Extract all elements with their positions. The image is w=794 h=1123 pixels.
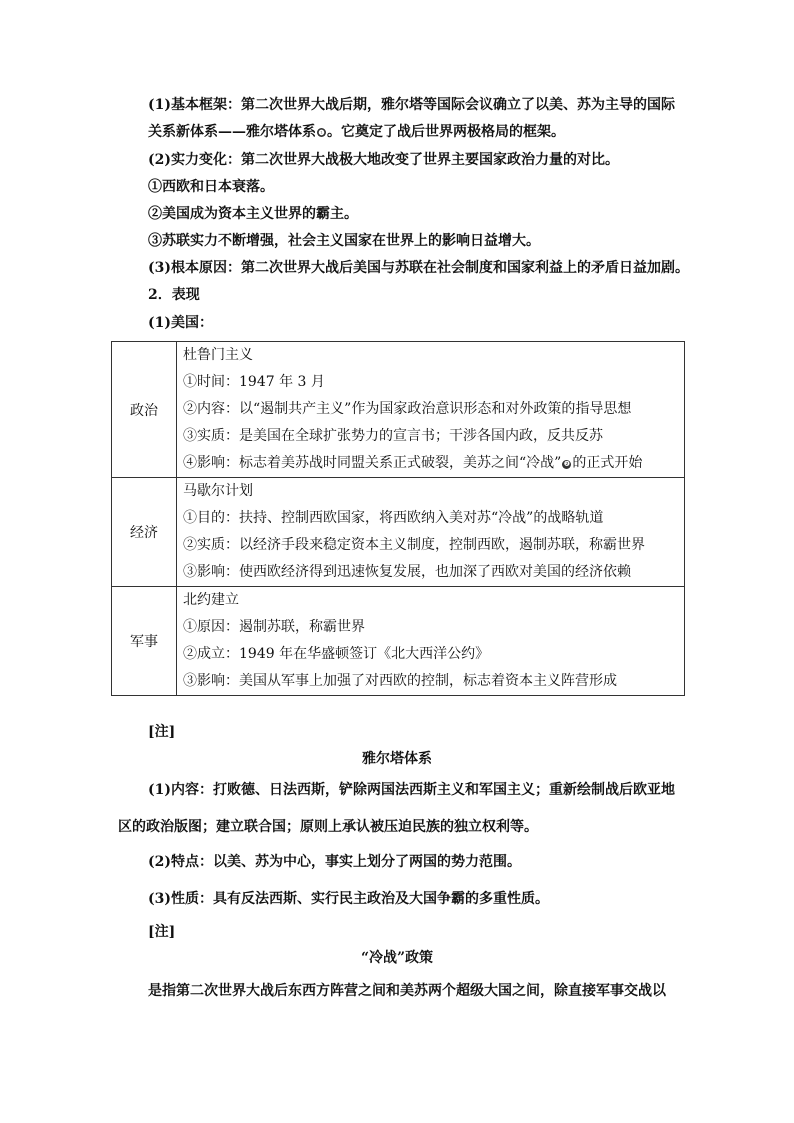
note2-content: 是指第二次世界大战后东西方阵营之间和美苏两个超级大国之间，除直接军事交战以 (148, 983, 666, 999)
section-heading: 2．表现 (148, 287, 200, 303)
table-line: 北约建立 (183, 592, 239, 608)
footnote-marker-1: ❶ (318, 128, 325, 137)
category-cell: 政治 (112, 342, 177, 478)
sub-heading: (1)美国： (148, 315, 213, 331)
note-title-cold-war: “冷战”政策 (360, 950, 434, 966)
table-line: ②实质：以经济手段来稳定资本主义制度，控制西欧，遏制苏联，称霸世界 (183, 537, 645, 553)
note-tag-1: [注] (148, 724, 176, 740)
note1-feature: (2)特点：以美、苏为中心，事实上划分了两国的势力范围。 (148, 854, 521, 870)
table-line: ②内容：以“遏制共产主义”作为国家政治意识形态和对外政策的指导思想 (183, 401, 632, 417)
yalta-system-tail: 。它奠定了战后世界两极格局的框架。 (327, 124, 565, 140)
table-line: 杜鲁门主义 (183, 347, 253, 363)
yalta-system-text: 关系新体系——雅尔塔体系 (148, 124, 316, 140)
table-line: 马歇尔计划 (183, 483, 253, 499)
list-item-3: ③苏联实力不断增强，社会主义国家在世界上的影响日益增大。 (148, 233, 540, 249)
cold-war-tail: 的正式开始 (572, 455, 643, 471)
paragraph-root-cause: (3)根本原因：第二次世界大战后美国与苏联在社会制度和国家利益上的矛盾日益加剧。 (148, 260, 689, 276)
table-line (183, 450, 684, 477)
category-cell: 经济 (112, 478, 177, 587)
paragraph-basic-framework-line1: (1)基本框架：第二次世界大战后期，雅尔塔等国际会议确立了以美、苏为主导的国际 (148, 97, 675, 113)
note1-nature: (3)性质：具有反法西斯、实行民主政治及大国争霸的多重性质。 (148, 891, 549, 907)
table-line: ①原因：遏制苏联，称霸世界 (183, 619, 365, 635)
category-cell: 军事 (112, 587, 177, 696)
paragraph-power-change: (2)实力变化：第二次世界大战极大地改变了世界主要国家政治力量的对比。 (148, 152, 619, 168)
content-cell (177, 342, 685, 478)
content-cell (177, 587, 685, 696)
note1-content-line1: (1)内容：打败德、日法西斯，铲除两国法西斯主义和军国主义；重新绘制战后欧亚地 (148, 782, 675, 798)
table-row-economy (112, 478, 685, 587)
usa-actions-table (111, 341, 685, 696)
footnote-marker-2: ❷ (563, 460, 570, 468)
list-item-2: ②美国成为资本主义世界的霸主。 (148, 206, 358, 222)
content-cell (177, 478, 685, 587)
table-line: ①目的：扶持、控制西欧国家，将西欧纳入美对苏“冷战”的战略轨道 (183, 510, 604, 526)
note-title-yalta: 雅尔塔体系 (362, 751, 432, 767)
table-line: ③影响：使西欧经济得到迅速恢复发展，也加深了西欧对美国的经济依赖 (183, 564, 631, 580)
note1-content-line2: 区的政治版图；建立联合国；原则上承认被压迫民族的独立权利等。 (118, 819, 538, 835)
paragraph-basic-framework-line2 (148, 122, 688, 142)
table-row-politics (112, 342, 685, 478)
cold-war-text: ④影响：标志着美苏战时同盟关系正式破裂，美苏之间“冷战” (183, 455, 562, 471)
list-item-1: ①西欧和日本衰落。 (148, 179, 274, 195)
table-row-military (112, 587, 685, 696)
note-tag-2: [注] (148, 924, 176, 940)
table-line: ③影响：美国从军事上加强了对西欧的控制，标志着资本主义阵营形成 (183, 673, 617, 689)
table-line: ②成立：1949 年在华盛顿签订《北大西洋公约》 (183, 646, 490, 662)
table-line: ③实质：是美国在全球扩张势力的宣言书；干涉各国内政，反共反苏 (183, 428, 603, 444)
table-line: ①时间：1947 年 3 月 (183, 374, 325, 390)
